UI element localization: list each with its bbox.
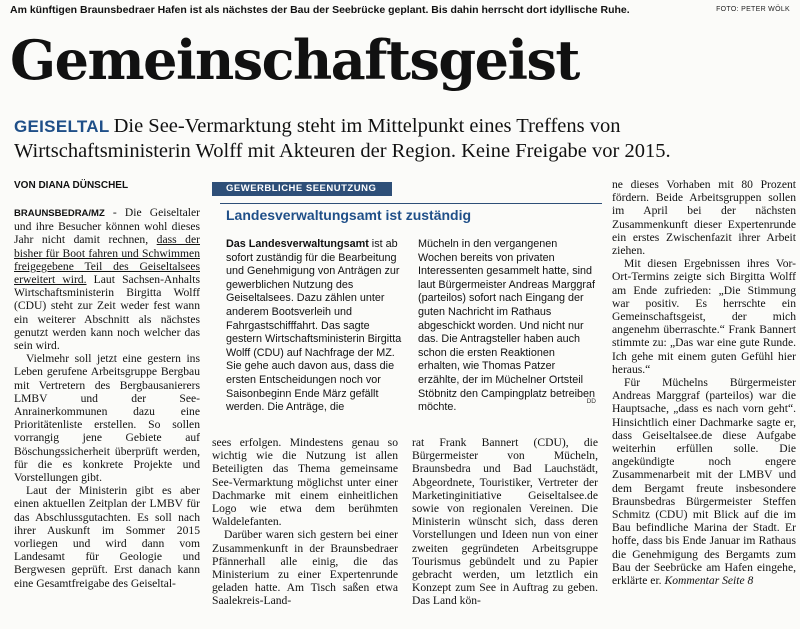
text-run: Laut Sachsen-Anhalts Wirtschaftsministerin Birgitta Wolff (CDU) steht zur Zeit weder fest wann ein weiterer Abschnitt als nächstes genutzt werden kann noch welcher das sein wird. bbox=[14, 273, 200, 353]
paragraph: Darüber waren sich gestern bei einer Zusammenkunft in der Braunsbedraer Pfännerhall alle einig, die das Ministerium zu einer Expertenrunde geladen hatte. Am Tisch saßen etwa Saalekreis-Land- bbox=[212, 528, 398, 608]
dateline: BRAUNSBEDRA/MZ bbox=[14, 208, 105, 219]
box-lead: Das Landesverwaltungsamt bbox=[226, 238, 369, 250]
paragraph: Laut der Ministerin gibt es aber einen aktuellen Zeitplan der LMBV für das Abschlussgutachten. Es soll nach ihrer Auskunft im Sommer 2015 vorliegen und wird dann vom Landesamt für Geologie und Bergwesen geprüft. Erst danach kann eine Gesamtfreigabe des Geiseltal- bbox=[14, 484, 200, 590]
headline: Gemeinschaftsgeist bbox=[10, 28, 579, 92]
box-signature: DD bbox=[586, 398, 596, 405]
article-column-3 bbox=[412, 436, 598, 616]
deck bbox=[14, 114, 784, 164]
paragraph bbox=[14, 206, 200, 352]
article-column-2 bbox=[212, 436, 398, 616]
box-column-1 bbox=[226, 238, 404, 415]
paragraph bbox=[612, 376, 796, 587]
box-divider bbox=[220, 203, 602, 204]
text-run: - Die Geiseltaler und ihre Besucher können wohl dieses Jahr nicht damit rechnen, bbox=[14, 206, 200, 247]
box-column-2: Mücheln in den vergangenen Wochen bereits von privaten Interessenten gesammelt hatte, sind laut Bürgermeister Andreas Marggraf (parteilos) sofort nach Eingang der guten Nachricht im Rathaus abgeschickt worden. Und nicht nur das. Die Antragsteller haben auch schon die ersten Reaktionen erhalten, wie Thomas Patzer erzählte, der im Müchelner Ortsteil Stöbnitz den Campingplatz betreiben möchte. bbox=[418, 238, 596, 414]
box-headline: Landesverwaltungsamt ist zuständig bbox=[226, 207, 472, 223]
box-text: ist ab sofort zuständig für die Bearbeitung und Genehmigung von Anträgen zur gewerblichen Nutzung des Geiseltalsees. Dazu zählen unter anderem Bootsverleih und Fahrgastschifffahrt. Das sagte gestern Wirtschaftsministerin Birgitta Wolff (CDU) auf Nachfrage der MZ. Sie gehe auch davon aus, dass die ersten Entscheidungen noch vor Saisonbeginn Ende März gefällt werden. Die Anträge, die bbox=[226, 238, 402, 414]
deck-text: Die See-Vermarktung steht im Mittelpunkt eines Treffens von Wirtschaftsministerin Wolff mit Akteuren der Region. Keine Freigabe vor 2015. bbox=[14, 115, 671, 162]
text-run: Für Müchelns Bürgermeister Andreas Marggraf (parteilos) war die Hauptsache, „dass es nach vorn geht“. Hinsichtlich einer Dachmarke sagte er, dass Geiseltalsee.de diese Aufgabe weiterhin erfüllen solle. Die angekündigte noch engere Zusammenarbeit mit der LMBV und dem Bergamt freute insbesondere Braunsbedras Bürgermeister Steffen Schmitz (CDU) mit Blick auf die im Bau befindliche Marina der Stadt. Er hoffe, dass bis Ende Januar im Rathaus die Genehmigung des Bergamts zum Bau der Seebrücke am Hafen eingehe, erklärte er. bbox=[612, 376, 796, 588]
photo-credit: FOTO: PETER WÖLK bbox=[716, 6, 790, 13]
paragraph: Vielmehr soll jetzt eine gestern ins Leben gerufene Arbeitsgruppe Bergbau mit Vertretern des Bergbausanierers LMBV und der See-Anrainerkommunen dazu eine Prioritätenliste erstellen. So sollen vorrangig jene Gebiete auf Böschungssicherheit überprüft werden, für die es konkrete Projekte und Vorstellungen gibt. bbox=[14, 352, 200, 485]
photo-caption: Am künftigen Braunsbedraer Hafen ist als nächstes der Bau der Seebrücke geplant. Bis dahin herrscht dort idyllische Ruhe. bbox=[10, 4, 630, 16]
deck-kicker: GEISELTAL bbox=[14, 117, 110, 136]
article-column-1 bbox=[14, 206, 200, 616]
paragraph: ne dieses Vorhaben mit 80 Prozent fördern. Beide Arbeitsgruppen sollen im April bei der nächsten Zusammenkunft dieser Expertenrunde ein erstes Zwischenfazit ihrer Arbeit ziehen. bbox=[612, 178, 796, 258]
box-label: GEWERBLICHE SEENUTZUNG bbox=[212, 182, 392, 196]
paragraph: rat Frank Bannert (CDU), die Bürgermeister von Mücheln, Braunsbedra und Bad Lauchstädt, Abgeordnete, Touristiker, Vertreter der Marketinginitiative Geiseltalsee.de sowie von regionalen Vereinen. Die Ministerin wünscht sich, dass deren Vorstellungen und Ideen nun von einer zweiten gegründeten Arbeitsgruppe Tourismus gebündelt und zu Papier gebracht werden, um letztlich ein Konzept zum See in Auftrag zu geben. Das Land kön- bbox=[412, 436, 598, 608]
article-column-4 bbox=[612, 178, 796, 618]
paragraph: sees erfolgen. Mindestens genau so wichtig wie die Nutzung ist allen Beteiligten das Thema gemeinsame See-Vermarktung möglichst unter einer Dachmarke mit einem einheitlichen Logo wie etwa dem berühmten Waldelefanten. bbox=[212, 436, 398, 529]
paragraph: Mit diesen Ergebnissen ihres Vor-Ort-Termins zeigte sich Birgitta Wolff am Ende zufrieden: „Die Stimmung war positiv. Es herrschte ein Gemeinschaftsgeist, der mich angenehm überraschte.“ Frank Bannert stimmte zu: „Das war eine gute Runde. Ich gehe mit einem guten Gefühl hier heraus.“ bbox=[612, 257, 796, 376]
cross-reference: Kommentar Seite 8 bbox=[664, 574, 754, 588]
sidebar-box bbox=[212, 176, 602, 426]
byline: VON DIANA DÜNSCHEL bbox=[14, 180, 129, 191]
underlined-text: dass der bisher für Boot fahren und Schwimmen freigegebene Teil des Geiseltalsees erweitert wird. bbox=[14, 233, 200, 287]
